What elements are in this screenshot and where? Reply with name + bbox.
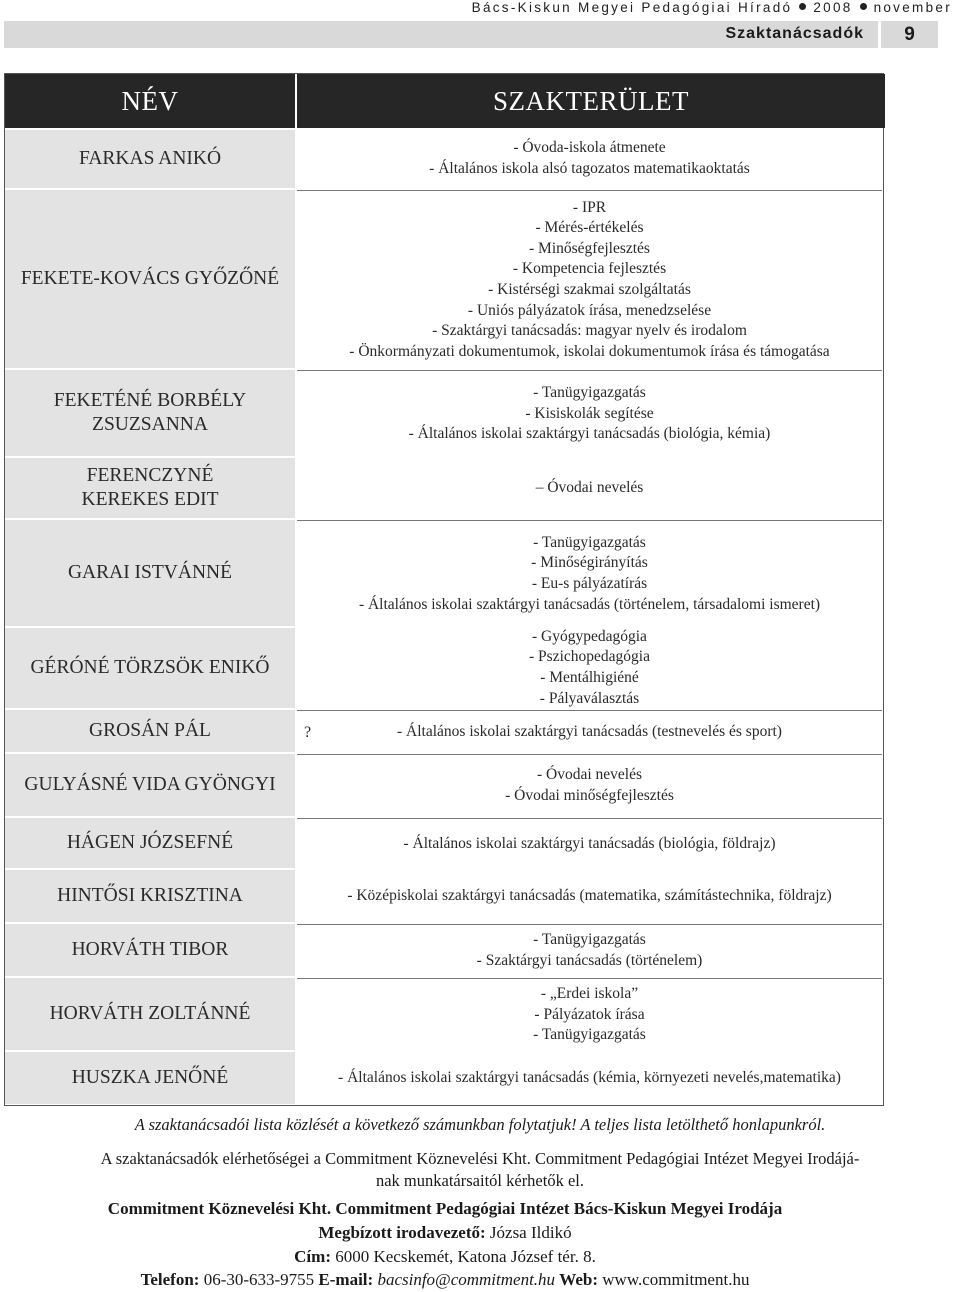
advisors-table (4, 73, 884, 1106)
contacts-note-line2: nak munkatársaitól kérhetők el. (375, 1171, 584, 1190)
advisor-fields (297, 628, 882, 708)
advisor-name: GROSÁN PÁL (5, 710, 295, 752)
column-header-name: NÉV (5, 74, 295, 128)
table-row (5, 130, 882, 188)
field-item: - Eu-s pályázatírás (531, 575, 648, 592)
field-item: - Óvoda-iskola átmenete (513, 139, 666, 157)
table-row (5, 628, 882, 708)
footer-director: Megbízott irodavezető: Józsa Ildikó (318, 1222, 572, 1242)
table-row (5, 754, 882, 816)
field-item: - IPR (572, 198, 607, 216)
field-item: - Kistérségi szakmai szolgáltatás (488, 281, 691, 298)
column-header-field: SZAKTERÜLET (297, 74, 885, 128)
field-item: - Tanügyigazgatás (533, 533, 646, 551)
field-item: - Kisiskolák segítése (525, 404, 654, 422)
table-row (5, 370, 882, 456)
page-number: 9 (881, 21, 938, 48)
field-item: - Önkormányzati dokumentumok, iskolai dokumentumok írása és támogatása (349, 342, 830, 360)
advisor-name: HUSZKA JENŐNÉ (5, 1052, 295, 1104)
footer-contact (0, 1197, 890, 1292)
publication-month: november (873, 0, 952, 15)
advisor-fields (297, 870, 882, 922)
advisor-fields (297, 520, 882, 627)
field-item: - Tanügyigazgatás (533, 1026, 646, 1044)
phone-number: 06-30-633-9755 (203, 1270, 315, 1290)
table-row (5, 1052, 882, 1104)
table-row (5, 818, 882, 868)
field-item: - Középiskolai szaktárgyi tanácsadás (matematika, számítástechnika, földrajz) (347, 886, 832, 904)
table-row (5, 190, 882, 368)
table-row (5, 924, 882, 976)
field-item: - Általános iskola alsó tagozatos matematikaoktatás (429, 160, 750, 177)
advisor-name: FEKETÉNÉ BORBÉLY ZSUZSANNA (5, 370, 295, 456)
table-row (5, 870, 882, 922)
advisor-fields (297, 818, 882, 869)
email-link[interactable]: bacsinfo@commitment.hu (377, 1270, 556, 1290)
advisor-name: FERENCZYNÉ KEREKES EDIT (5, 458, 295, 518)
contacts-note-line1: A szaktanácsadók elérhetőségei a Commitment Köznevelési Kht. Commitment Pedagógiai Intézet Megyei Irodájá- (100, 1149, 860, 1168)
advisor-fields (297, 370, 882, 457)
advisor-name: FARKAS ANIKÓ (5, 130, 295, 188)
field-item: - Tanügyigazgatás (533, 384, 646, 402)
publication-year: 2008 (813, 0, 853, 15)
advisor-name: GARAI ISTVÁNNÉ (5, 520, 295, 626)
advisor-fields (297, 978, 882, 1051)
publication-title: Bács-Kiskun Megyei Pedagógiai Híradó (471, 0, 793, 15)
advisor-name: HÁGEN JÓZSEFNÉ (5, 818, 295, 868)
field-item: - Uniós pályázatok írása, menedzselése (467, 301, 712, 319)
field-item: - Tanügyigazgatás (533, 931, 646, 949)
field-item: - Általános iskolai szaktárgyi tanácsadás (biológia, kémia) (408, 425, 771, 443)
field-item: - „Erdei iskola” (540, 985, 639, 1003)
advisor-fields (297, 710, 882, 753)
advisor-name: HINTŐSI KRISZTINA (5, 870, 295, 922)
field-item: - Szaktárgyi tanácsadás: magyar nyelv és irodalom (432, 322, 747, 340)
footer-org: Commitment Köznevelési Kht. Commitment Pedagógiai Intézet Bács-Kiskun Megyei Irodája (107, 1199, 783, 1218)
field-item: - Általános iskolai szaktárgyi tanácsadás (biológia, földrajz) (403, 834, 776, 852)
advisor-fields (297, 1052, 882, 1104)
advisor-fields (297, 190, 882, 369)
field-item: - Kompetencia fejlesztés (512, 260, 667, 278)
advisor-name: GULYÁSNÉ VIDA GYÖNGYI (5, 754, 295, 816)
advisor-name: GÉRÓNÉ TÖRZSÖK ENIKŐ (5, 628, 295, 708)
table-row (5, 710, 882, 752)
advisor-name: FEKETE-KOVÁCS GYŐZŐNÉ (5, 190, 295, 368)
field-item: - Óvodai minőségfejlesztés (505, 787, 674, 804)
table-row (5, 978, 882, 1050)
bullet-dot-icon (799, 3, 806, 10)
advisor-fields (297, 458, 882, 518)
section-bar (4, 21, 878, 48)
advisor-fields (297, 130, 882, 188)
advisor-name: HORVÁTH TIBOR (5, 924, 295, 976)
advisor-fields (297, 924, 882, 977)
field-item: - Általános iskolai szaktárgyi tanácsadás (kémia, környezeti nevelés,matematika) (338, 1068, 841, 1086)
running-header (472, 0, 952, 18)
web-link[interactable]: www.commitment.hu (602, 1270, 750, 1290)
field-item: - Általános iskolai szaktárgyi tanácsadás (testnevelés és sport) (397, 722, 782, 740)
footer-address: Cím: 6000 Kecskemét, Katona József tér. 8. (294, 1246, 596, 1266)
table-row (5, 520, 882, 626)
field-item: - Pszichopedagógia (529, 648, 650, 666)
field-item: - Pályázatok írása (534, 1005, 645, 1023)
question-mark: ? (304, 724, 312, 741)
field-item: - Gyógypedagógia (532, 627, 647, 645)
advisor-name: HORVÁTH ZOLTÁNNÉ (5, 978, 295, 1050)
field-item: - Minőségirányítás (531, 554, 648, 572)
field-item: - Minőségfejlesztés (529, 239, 650, 257)
continuation-note: A szaktanácsadói lista közlését a következő számunkban folytatjuk! A teljes lista letölthető honlapunkról. (134, 1115, 826, 1134)
field-item: - Pályaválasztás (539, 689, 640, 707)
field-item: - Általános iskolai szaktárgyi tanácsadás (történelem, társadalomi ismeret) (358, 595, 821, 613)
advisor-fields (297, 754, 882, 817)
field-item: – Óvodai nevelés (535, 478, 644, 496)
field-item: - Szaktárgyi tanácsadás (történelem) (476, 952, 703, 969)
section-title: Szaktanácsadók (725, 25, 864, 42)
bullet-dot-icon (860, 3, 867, 10)
field-item: - Mentálhigiéné (540, 669, 639, 686)
field-item: - Óvodai nevelés (536, 766, 642, 784)
table-row (5, 458, 882, 518)
field-item: - Mérés-értékelés (535, 219, 644, 237)
footer-phone-line: Telefon: 06-30-633-9755 E-mail: bacsinfo@commitment.hu Web: www.commitment.hu (140, 1270, 750, 1290)
